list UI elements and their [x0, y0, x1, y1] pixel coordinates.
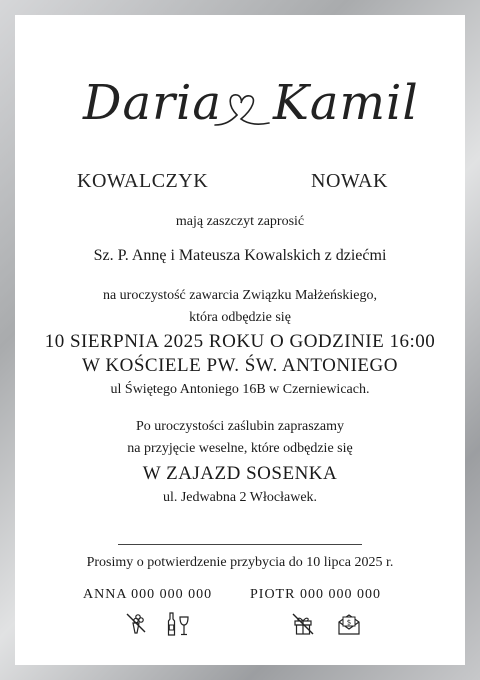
guest-names: Sz. P. Annę i Mateusza Kowalskich z dziećmi — [93, 247, 387, 264]
couple-names — [15, 55, 465, 165]
contact-anna: ANNA 000 000 000 — [83, 587, 213, 602]
no-flowers-icon — [124, 611, 148, 635]
rsvp-text: Prosimy o potwierdzenie przybycia do 10 lipca 2025 r. — [86, 555, 394, 570]
heart-icon — [211, 85, 271, 135]
bride-surname: KOWALCZYK — [77, 170, 209, 192]
contact-piotr: PIOTR 000 000 000 — [250, 587, 381, 602]
groom-first-name: Kamil — [273, 75, 419, 131]
divider — [118, 544, 362, 545]
invite-line-1: mają zaszczyt zaprosić — [175, 214, 305, 229]
bride-first-name: Daria — [83, 75, 223, 131]
church-address: ul Świętego Antoniego 16B w Czerniewicach. — [110, 382, 370, 397]
venue-name: W ZAJAZD SOSENKA — [142, 463, 338, 484]
invitation-card — [15, 15, 465, 665]
groom-surname: NOWAK — [311, 170, 388, 192]
ceremony-date: 10 SIERPNIA 2025 ROKU O GODZINIE 16:00 — [44, 331, 436, 352]
venue-address: ul. Jedwabna 2 Włocławek. — [162, 490, 318, 505]
svg-text:$: $ — [346, 618, 352, 627]
invite-line-5: na przyjęcie weselne, które odbędzie się — [127, 441, 353, 456]
invite-line-2: na uroczystość zawarcia Związku Małżeńskiego, — [102, 288, 378, 303]
church-name: W KOŚCIELE PW. ŚW. ANTONIEGO — [82, 355, 398, 376]
wine-icon — [165, 611, 193, 637]
money-envelope-icon — [336, 611, 362, 637]
invite-line-3: która odbędzie się — [189, 310, 291, 325]
invite-line-4: Po uroczystości zaślubin zapraszamy — [136, 419, 344, 434]
no-gift-icon — [290, 611, 316, 637]
